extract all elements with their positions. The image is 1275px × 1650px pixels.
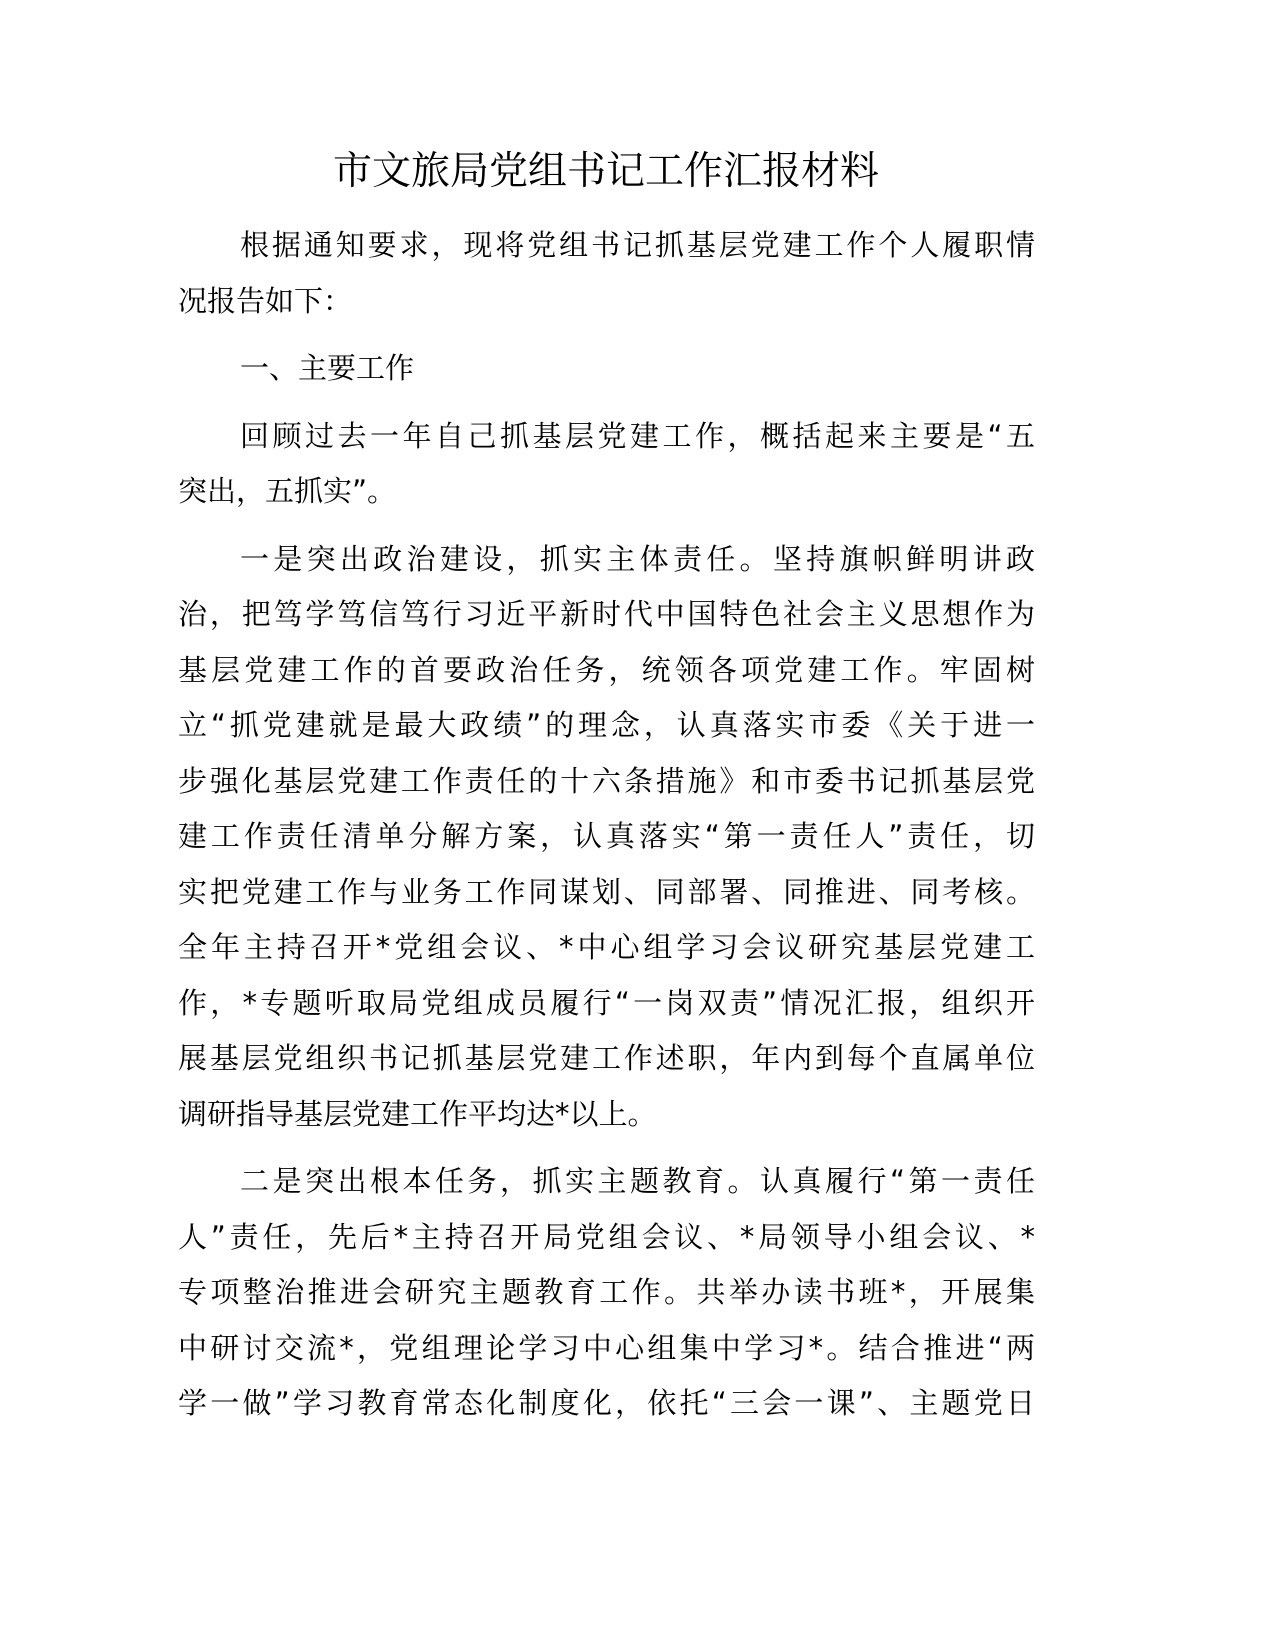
text-line: 治，把笃学笃信笃行习近平新时代中国特色社会主义思想作为	[178, 597, 1035, 631]
text-line: 突出，五抓实”。	[178, 474, 397, 508]
text-line: 人”责任，先后*主持召开局党组会议、*局领导小组会议、*	[178, 1219, 1035, 1254]
text-line: 步强化基层党建工作责任的十六条措施》和市委书记抓基层党	[178, 763, 1035, 798]
text-line: 根据通知要求，现将党组书记抓基层党建工作个人履职情	[240, 228, 1035, 262]
paragraph	[178, 409, 1035, 520]
text-line: 一是突出政治建设，抓实主体责任。坚持旗帜鲜明讲政	[240, 541, 1035, 576]
text-line: 全年主持召开*党组会议、*中心组学习会议研究基层党建工	[178, 930, 1035, 964]
text-line: 学一做”学习教育常态化制度化，依托“三会一课”、主题党日	[178, 1386, 1035, 1420]
text-line: 回顾过去一年自己抓基层党建工作，概括起来主要是“五	[240, 418, 1035, 453]
paragraph	[178, 532, 1035, 1143]
text-line: 实把党建工作与业务工作同谋划、同部署、同推进、同考核。	[178, 874, 1035, 909]
text-line: 况报告如下：	[178, 283, 353, 318]
text-line: 中研讨交流*，党组理论学习中心组集中学习*。结合推进“两	[178, 1330, 1035, 1365]
text-line: 专项整治推进会研究主题教育工作。共举办读书班*，开展集	[178, 1275, 1035, 1309]
text-line: 作，*专题听取局党组成员履行“一岗双责”情况汇报，组织开	[178, 985, 1035, 1020]
document-body	[178, 218, 1035, 1444]
text-line: 基层党建工作的首要政治任务，统领各项党建工作。牢固树	[178, 652, 1035, 687]
text-line: 展基层党组织书记抓基层党建工作述职，年内到每个直属单位	[178, 1041, 1035, 1075]
paragraph	[178, 218, 1035, 329]
paragraph	[178, 1154, 1035, 1432]
text-line: 调研指导基层党建工作平均达*以上。	[178, 1096, 657, 1131]
document-title: 市文旅局党组书记工作汇报材料	[332, 149, 879, 194]
text-line: 二是突出根本任务，抓实主题教育。认真履行“第一责任	[240, 1164, 1035, 1198]
text-line: 一、主要工作	[240, 351, 415, 385]
text-line: 立“抓党建就是最大政绩”的理念，认真落实市委《关于进一	[178, 708, 1035, 742]
text-line: 建工作责任清单分解方案，认真落实“第一责任人”责任，切	[178, 819, 1035, 853]
section-heading	[178, 341, 1035, 397]
